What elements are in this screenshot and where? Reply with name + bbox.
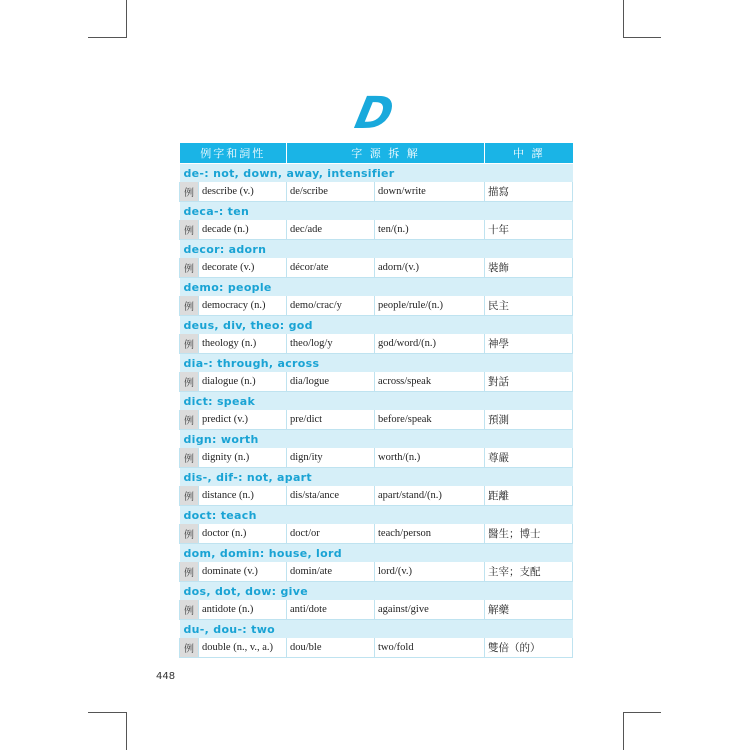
root-group-row	[180, 430, 573, 449]
example-mark: 例	[180, 448, 199, 468]
chinese-translation: 解藥	[485, 600, 573, 620]
example-mark: 例	[180, 372, 199, 392]
word-parts: dia/logue	[287, 372, 375, 392]
example-row	[180, 258, 573, 278]
example-mark: 例	[180, 638, 199, 658]
word-parts: domin/ate	[287, 562, 375, 582]
example-mark: 例	[180, 296, 199, 316]
example-mark: 例	[180, 600, 199, 620]
example-word: decorate (v.)	[199, 258, 287, 278]
example-word: double (n., v., a.)	[199, 638, 287, 658]
root-heading: doct: teach	[180, 506, 573, 525]
word-parts: décor/ate	[287, 258, 375, 278]
chinese-translation: 神學	[485, 334, 573, 354]
example-word: doctor (n.)	[199, 524, 287, 544]
example-word: distance (n.)	[199, 486, 287, 506]
parts-meaning: god/word/(n.)	[375, 334, 485, 354]
root-group-row	[180, 316, 573, 335]
example-row	[180, 524, 573, 544]
root-heading: dom, domin: house, lord	[180, 544, 573, 563]
parts-meaning: against/give	[375, 600, 485, 620]
example-mark: 例	[180, 486, 199, 506]
example-word: democracy (n.)	[199, 296, 287, 316]
header-chinese: 中 譯	[485, 143, 573, 164]
parts-meaning: adorn/(v.)	[375, 258, 485, 278]
root-group-row	[180, 544, 573, 563]
word-parts: dec/ade	[287, 220, 375, 240]
example-word: decade (n.)	[199, 220, 287, 240]
root-heading: deus, div, theo: god	[180, 316, 573, 335]
root-heading: decor: adorn	[180, 240, 573, 259]
section-letter: D	[350, 88, 397, 139]
example-row	[180, 296, 573, 316]
root-group-row	[180, 582, 573, 601]
crop-mark	[88, 712, 126, 713]
word-parts: doct/or	[287, 524, 375, 544]
root-group-row	[180, 164, 573, 183]
root-group-row	[180, 354, 573, 373]
root-group-row	[180, 240, 573, 259]
example-mark: 例	[180, 182, 199, 202]
root-group-row	[180, 278, 573, 297]
example-mark: 例	[180, 258, 199, 278]
word-parts: demo/crac/y	[287, 296, 375, 316]
parts-meaning: worth/(n.)	[375, 448, 485, 468]
root-group-row	[180, 202, 573, 221]
root-group-row	[180, 620, 573, 639]
root-heading: dia-: through, across	[180, 354, 573, 373]
chinese-translation: 預測	[485, 410, 573, 430]
word-parts: pre/dict	[287, 410, 375, 430]
parts-meaning: before/speak	[375, 410, 485, 430]
header-etymology: 字 源 拆 解	[287, 143, 485, 164]
example-word: dominate (v.)	[199, 562, 287, 582]
example-word: predict (v.)	[199, 410, 287, 430]
header-example-word: 例字和詞性	[180, 143, 287, 164]
chinese-translation: 雙倍（的）	[485, 638, 573, 658]
example-mark: 例	[180, 524, 199, 544]
root-heading: demo: people	[180, 278, 573, 297]
chinese-translation: 醫生；博士	[485, 524, 573, 544]
example-word: antidote (n.)	[199, 600, 287, 620]
parts-meaning: people/rule/(n.)	[375, 296, 485, 316]
word-parts: dis/sta/ance	[287, 486, 375, 506]
root-heading: dos, dot, dow: give	[180, 582, 573, 601]
example-word: dignity (n.)	[199, 448, 287, 468]
chinese-translation: 裝飾	[485, 258, 573, 278]
root-heading: de-: not, down, away, intensifier	[180, 164, 573, 183]
example-mark: 例	[180, 334, 199, 354]
example-mark: 例	[180, 562, 199, 582]
chinese-translation: 描寫	[485, 182, 573, 202]
chinese-translation: 尊嚴	[485, 448, 573, 468]
root-heading: dis-, dif-: not, apart	[180, 468, 573, 487]
example-row	[180, 486, 573, 506]
word-parts: dign/ity	[287, 448, 375, 468]
word-parts: dou/ble	[287, 638, 375, 658]
root-group-row	[180, 468, 573, 487]
crop-mark	[126, 0, 127, 38]
chinese-translation: 對話	[485, 372, 573, 392]
example-row	[180, 600, 573, 620]
crop-mark	[623, 0, 624, 38]
chinese-translation: 主宰；支配	[485, 562, 573, 582]
parts-meaning: two/fold	[375, 638, 485, 658]
root-heading: dign: worth	[180, 430, 573, 449]
chinese-translation: 十年	[485, 220, 573, 240]
parts-meaning: across/speak	[375, 372, 485, 392]
word-parts: anti/dote	[287, 600, 375, 620]
chinese-translation: 距離	[485, 486, 573, 506]
crop-mark	[623, 37, 661, 38]
root-group-row	[180, 392, 573, 411]
example-row	[180, 448, 573, 468]
root-heading: deca-: ten	[180, 202, 573, 221]
example-row	[180, 372, 573, 392]
example-row	[180, 410, 573, 430]
example-row	[180, 334, 573, 354]
crop-mark	[623, 712, 661, 713]
example-word: theology (n.)	[199, 334, 287, 354]
root-heading: dict: speak	[180, 392, 573, 411]
table-header-row	[180, 143, 573, 164]
root-group-row	[180, 506, 573, 525]
example-row	[180, 220, 573, 240]
example-mark: 例	[180, 410, 199, 430]
chinese-translation: 民主	[485, 296, 573, 316]
word-parts: de/scribe	[287, 182, 375, 202]
word-parts: theo/log/y	[287, 334, 375, 354]
page-number: 448	[156, 671, 176, 682]
example-row	[180, 182, 573, 202]
root-heading: du-, dou-: two	[180, 620, 573, 639]
crop-mark	[126, 712, 127, 750]
parts-meaning: apart/stand/(n.)	[375, 486, 485, 506]
example-mark: 例	[180, 220, 199, 240]
parts-meaning: teach/person	[375, 524, 485, 544]
crop-mark	[88, 37, 126, 38]
example-word: dialogue (n.)	[199, 372, 287, 392]
example-row	[180, 562, 573, 582]
example-row	[180, 638, 573, 658]
parts-meaning: down/write	[375, 182, 485, 202]
crop-mark	[623, 712, 624, 750]
parts-meaning: lord/(v.)	[375, 562, 485, 582]
parts-meaning: ten/(n.)	[375, 220, 485, 240]
example-word: describe (v.)	[199, 182, 287, 202]
word-root-table	[179, 143, 573, 658]
